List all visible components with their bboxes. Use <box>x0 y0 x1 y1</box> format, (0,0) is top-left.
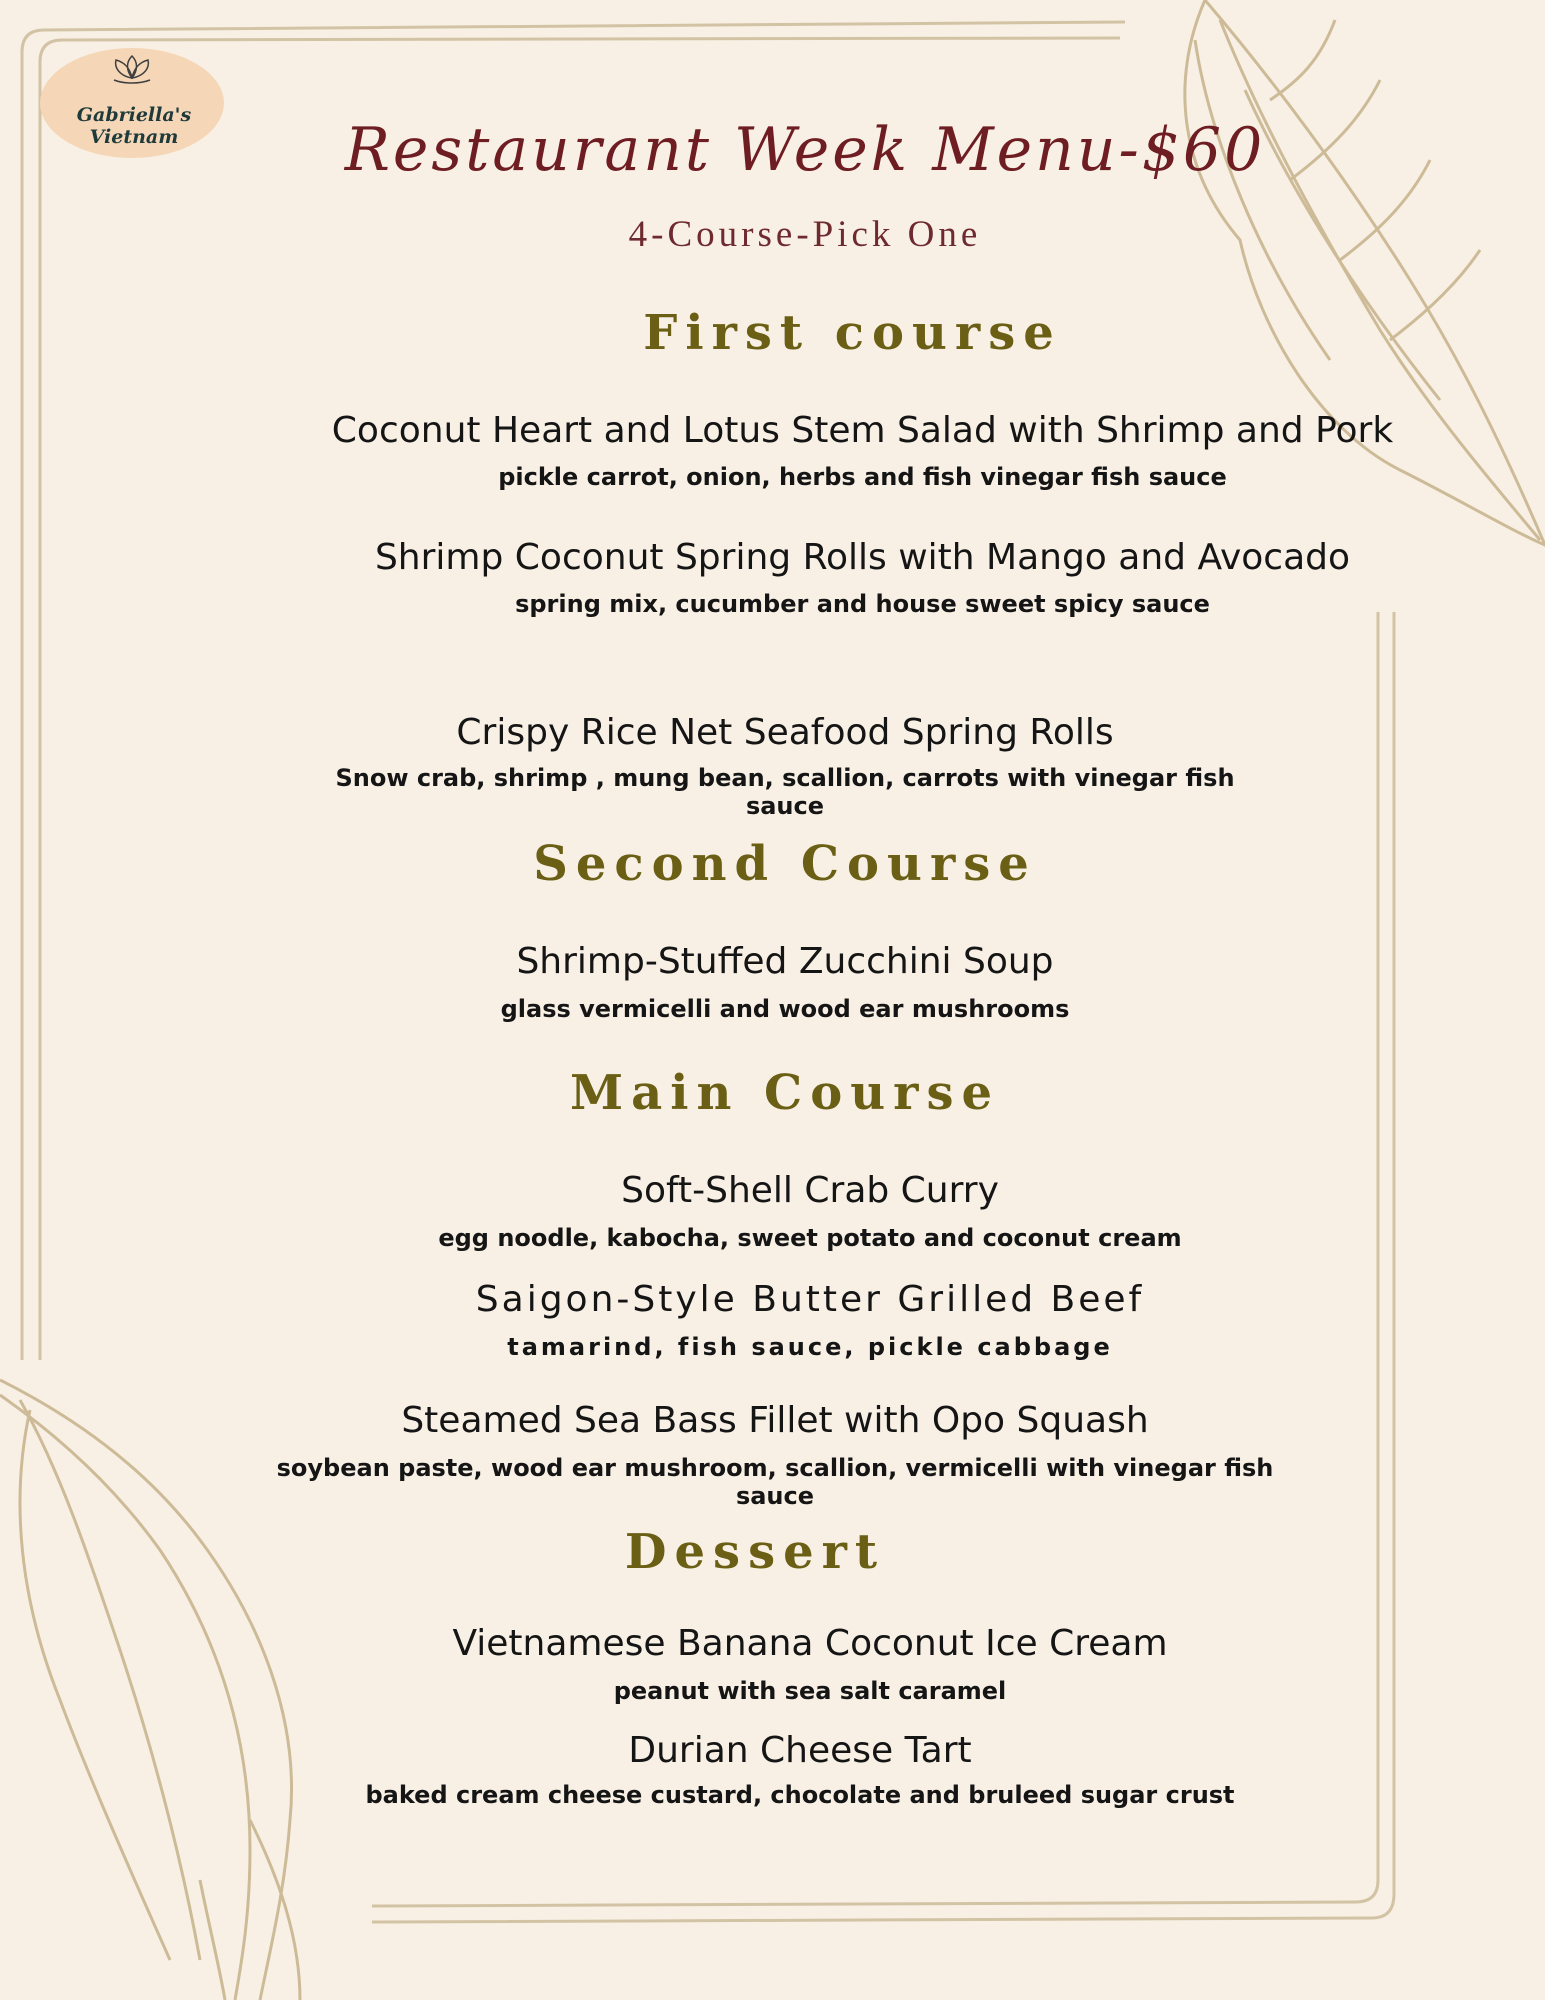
dish-description: pickle carrot, onion, herbs and fish vinegar fish sauce <box>498 463 1227 491</box>
dish-name: Soft-Shell Crab Curry <box>621 1170 999 1211</box>
course-heading-first: First course <box>643 305 1062 361</box>
leaf-bottom-left <box>0 1380 300 2000</box>
menu-subtitle: 4-Course-Pick One <box>628 214 982 255</box>
course-heading-second: Second Course <box>533 836 1037 892</box>
dish-name: Steamed Sea Bass Fillet with Opo Squash <box>401 1400 1149 1441</box>
dish-name: Coconut Heart and Lotus Stem Salad with Shrimp and Pork <box>331 410 1394 451</box>
course-heading-main: Main Course <box>569 1065 1001 1121</box>
dish-name: Durian Cheese Tart <box>628 1730 972 1771</box>
dish-name: Vietnamese Banana Coconut Ice Cream <box>452 1623 1168 1664</box>
dish-description: soybean paste, wood ear mushroom, scallion, vermicelli with vinegar fish sauce <box>276 1454 1274 1510</box>
menu-title: Restaurant Week Menu-$60 <box>344 115 1266 185</box>
restaurant-logo <box>40 48 225 158</box>
dish-description: spring mix, cucumber and house sweet spicy sauce <box>515 590 1210 618</box>
dish-name: Crispy Rice Net Seafood Spring Rolls <box>456 712 1114 753</box>
dish-description: egg noodle, kabocha, sweet potato and coconut cream <box>438 1224 1182 1252</box>
dish-description: Snow crab, shrimp , mung bean, scallion, carrots with vinegar fish sauce <box>335 764 1235 820</box>
dish-description: peanut with sea salt caramel <box>613 1677 1007 1705</box>
dish-description: baked cream cheese custard, chocolate and bruleed sugar crust <box>365 1781 1235 1809</box>
dish-description: glass vermicelli and wood ear mushrooms <box>500 995 1070 1023</box>
course-heading-dessert: Dessert <box>624 1524 886 1580</box>
dish-name: Saigon-Style Butter Grilled Beef <box>475 1279 1145 1320</box>
logo-wordmark: Gabriella's Vietnam <box>76 104 192 148</box>
dish-name: Shrimp Coconut Spring Rolls with Mango and Avocado <box>374 537 1351 578</box>
dish-name: Shrimp-Stuffed Zucchini Soup <box>516 941 1054 982</box>
dish-description: tamarind, fish sauce, pickle cabbage <box>507 1333 1113 1361</box>
